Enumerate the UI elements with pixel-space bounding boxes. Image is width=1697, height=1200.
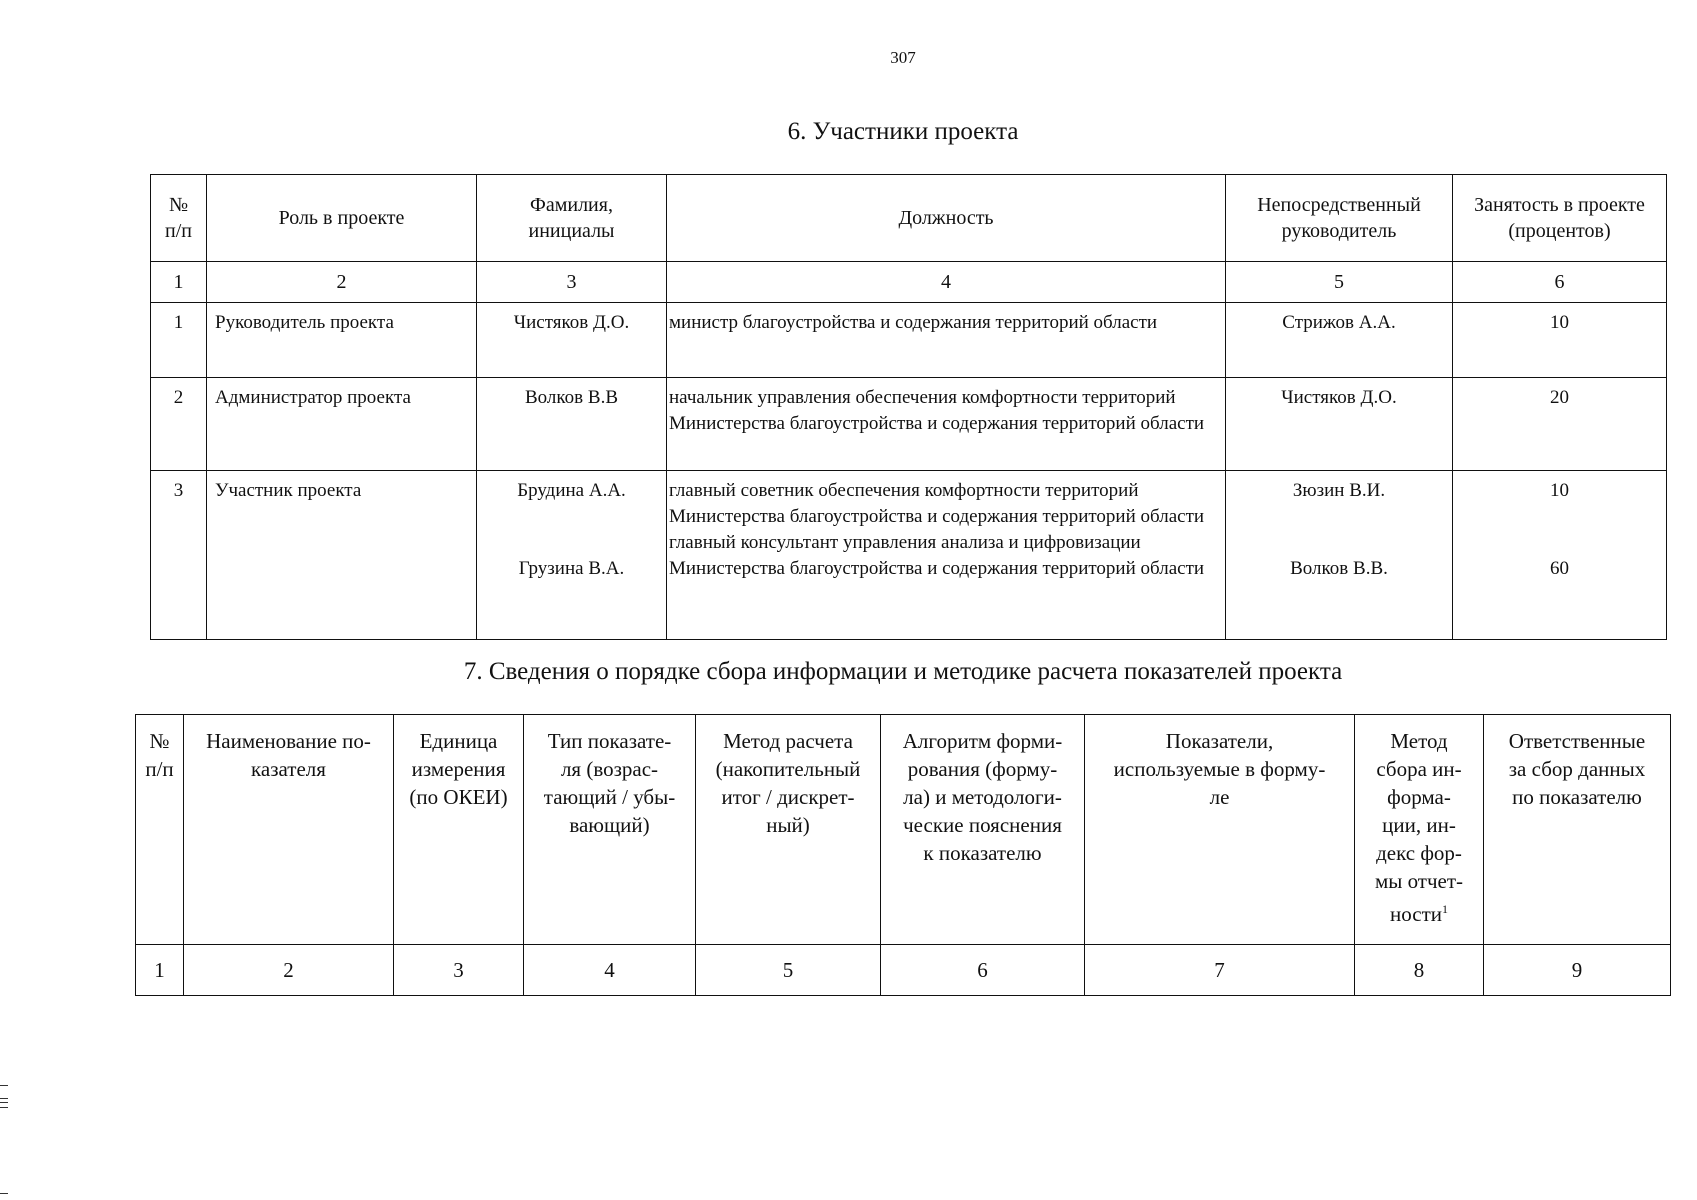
- column-number: 5: [1226, 262, 1453, 303]
- column-number: 9: [1484, 945, 1671, 996]
- column-number: 4: [524, 945, 696, 996]
- member-supervisor: Зюзин В.И.: [1292, 480, 1386, 501]
- supervisor-cell: Чистяков Д.О.: [1226, 378, 1453, 471]
- column-number: 3: [394, 945, 524, 996]
- column-number: 2: [207, 262, 477, 303]
- member-employment: 60: [1550, 558, 1569, 579]
- table-header-row: [151, 175, 1667, 262]
- role-cell: Руководитель проекта: [207, 303, 477, 378]
- name-cell: Волков В.В: [477, 378, 667, 471]
- page-number: 307: [890, 48, 916, 67]
- supervisor-cell: [1226, 471, 1453, 640]
- project-participants-table: [150, 174, 1667, 640]
- header-employment: Занятость в проекте (процентов): [1453, 175, 1667, 262]
- margin-mark: [0, 1107, 8, 1108]
- name-cell: Чистяков Д.О.: [477, 303, 667, 378]
- header-number: № п/п: [136, 715, 184, 945]
- header-algorithm: Алгоритм форми- рования (форму- ла) и методологи- ческие пояснения к показателю: [881, 715, 1085, 945]
- row-number: 2: [151, 378, 207, 471]
- table-row: [151, 378, 1667, 471]
- name-cell: [477, 471, 667, 640]
- row-number: 1: [151, 303, 207, 378]
- column-number-row: [151, 262, 1667, 303]
- supervisor-cell: Стрижов А.А.: [1226, 303, 1453, 378]
- table-row: [151, 303, 1667, 378]
- member-employment: 10: [1550, 480, 1569, 501]
- footnote-mark: 1: [1442, 902, 1448, 916]
- section-7-title: 7. Сведения о порядке сбора информации и методике расчета показателей проекта: [463, 658, 1343, 685]
- column-number: 1: [136, 945, 184, 996]
- table-header-row: [136, 715, 1671, 945]
- header-responsible: Ответственные за сбор данных по показателю: [1484, 715, 1671, 945]
- position-cell: министр благоустройства и содержания территорий области: [667, 303, 1226, 378]
- header-indicator-type: Тип показате- ля (возрас- тающий / убы- вающий): [524, 715, 696, 945]
- employment-cell: [1453, 471, 1667, 640]
- member-position: главный консультант управления анализа и цифровизации Министерства благоустройства и содержания территорий области: [669, 532, 1205, 579]
- column-number: 8: [1355, 945, 1484, 996]
- member-supervisor: Волков В.В.: [1290, 558, 1388, 579]
- row-number: 3: [151, 471, 207, 640]
- margin-mark: [0, 1193, 8, 1194]
- member-name: Брудина А.А.: [517, 480, 626, 501]
- column-number: 4: [667, 262, 1226, 303]
- margin-mark: [0, 1085, 8, 1086]
- role-cell: Администратор проекта: [207, 378, 477, 471]
- header-unit: Единица измерения (по ОКЕИ): [394, 715, 524, 945]
- header-role: Роль в проекте: [207, 175, 477, 262]
- indicator-methodology-table: [135, 714, 1671, 996]
- column-number: 6: [1453, 262, 1667, 303]
- employment-cell: 20: [1453, 378, 1667, 471]
- header-indicator-name: Наименование по- казателя: [184, 715, 394, 945]
- header-collection-method: Метод сбора ин- форма- ции, ин- декс фор- мы отчет- ности$^1$: [1355, 715, 1484, 945]
- section-6-title: 6. Участники проекта: [787, 118, 1019, 145]
- employment-cell: 10: [1453, 303, 1667, 378]
- header-calc-method: Метод расчета (накопительный итог / дискрет- ный): [696, 715, 881, 945]
- margin-mark: [0, 1098, 8, 1099]
- column-number-row: [136, 945, 1671, 996]
- column-number: 3: [477, 262, 667, 303]
- header-formula-indicators: Показатели, используемые в форму- ле: [1085, 715, 1355, 945]
- member-position: главный советник обеспечения комфортности территорий Министерства благоустройства и содержания территорий области: [669, 480, 1205, 527]
- column-number: 7: [1085, 945, 1355, 996]
- header-position: Должность: [667, 175, 1226, 262]
- member-name: Грузина В.А.: [518, 558, 625, 579]
- table-row: [151, 471, 1667, 640]
- role-cell: Участник проекта: [207, 471, 477, 640]
- header-name: Фамилия, инициалы: [477, 175, 667, 262]
- column-number: 2: [184, 945, 394, 996]
- header-supervisor: Непосредственный руководитель: [1226, 175, 1453, 262]
- position-cell: начальник управления обеспечения комфортности территорий Министерства благоустройства и содержания территорий области: [667, 378, 1226, 471]
- column-number: 6: [881, 945, 1085, 996]
- column-number: 5: [696, 945, 881, 996]
- column-number: 1: [151, 262, 207, 303]
- header-number: № п/п: [151, 175, 207, 262]
- position-cell: [667, 471, 1226, 640]
- margin-mark: [0, 1102, 8, 1103]
